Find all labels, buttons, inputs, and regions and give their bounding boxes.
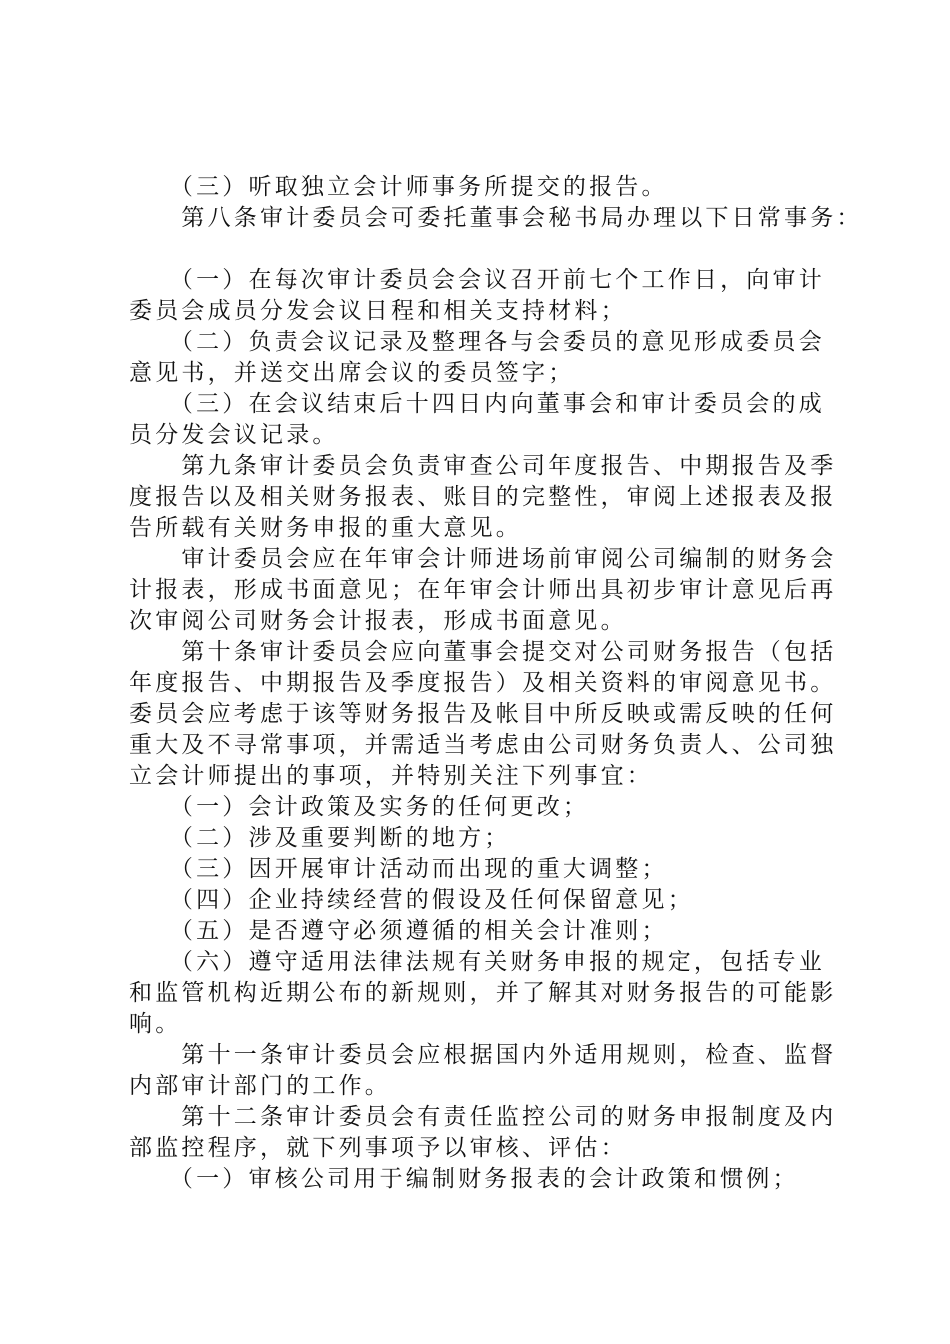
text-line: 委员会应考虑于该等财务报告及帐目中所反映或需反映的任何 — [129, 701, 837, 727]
text-line: 响。 — [129, 1011, 182, 1037]
text-line: 和监管机构近期公布的新规则，并了解其对财务报告的可能影 — [129, 980, 837, 1006]
text-line: 重大及不寻常事项，并需适当考虑由公司财务负责人、公司独 — [129, 732, 837, 758]
text-line: 第九条审计委员会负责审查公司年度报告、中期报告及季 — [129, 453, 837, 479]
text-line: （二）涉及重要判断的地方； — [129, 825, 511, 851]
text-line: 第十一条审计委员会应根据国内外适用规则，检查、监督 — [129, 1042, 837, 1068]
text-line: 员分发会议记录。 — [129, 422, 339, 448]
text-line: 立会计师提出的事项，并特别关注下列事宜： — [129, 763, 653, 789]
text-line: 告所载有关财务申报的重大意见。 — [129, 515, 522, 541]
text-line: 第八条审计委员会可委托董事会秘书局办理以下日常事务： — [129, 205, 863, 231]
text-line: 第十条审计委员会应向董事会提交对公司财务报告（包括 — [129, 639, 837, 665]
text-line: 委员会成员分发会议日程和相关支持材料； — [129, 298, 627, 324]
text-line: 审计委员会应在年审会计师进场前审阅公司编制的财务会 — [129, 546, 837, 572]
text-line: 计报表，形成书面意见；在年审会计师出具初步审计意见后再 — [129, 577, 837, 603]
text-line: 度报告以及相关财务报表、账目的完整性，审阅上述报表及报 — [129, 484, 837, 510]
text-line: 内部审计部门的工作。 — [129, 1073, 391, 1099]
text-line: （一）在每次审计委员会会议召开前七个工作日，向审计 — [129, 267, 825, 293]
text-line: 第十二条审计委员会有责任监控公司的财务申报制度及内 — [129, 1104, 837, 1130]
text-line: （四）企业持续经营的假设及任何保留意见； — [129, 887, 694, 913]
document-body — [129, 172, 863, 1195]
text-line: （三）听取独立会计师事务所提交的报告。 — [129, 174, 668, 200]
text-line: （五）是否遵守必须遵循的相关会计准则； — [129, 918, 668, 944]
text-line: （二）负责会议记录及整理各与会委员的意见形成委员会 — [129, 329, 825, 355]
text-line: （三）因开展审计活动而出现的重大调整； — [129, 856, 668, 882]
text-line: 部监控程序，就下列事项予以审核、评估： — [129, 1135, 627, 1161]
text-line: 次审阅公司财务会计报表，形成书面意见。 — [129, 608, 627, 634]
text-line: （一）会计政策及实务的任何更改； — [129, 794, 590, 820]
text-line: 意见书，并送交出席会议的委员签字； — [129, 360, 575, 386]
text-line: 年度报告、中期报告及季度报告）及相关资料的审阅意见书。 — [129, 670, 837, 696]
blank-line — [129, 234, 845, 265]
text-line: （六）遵守适用法律法规有关财务申报的规定，包括专业 — [129, 949, 825, 975]
text-line: （一）审核公司用于编制财务报表的会计政策和惯例； — [129, 1166, 799, 1192]
text-line: （三）在会议结束后十四日内向董事会和审计委员会的成 — [129, 391, 825, 417]
